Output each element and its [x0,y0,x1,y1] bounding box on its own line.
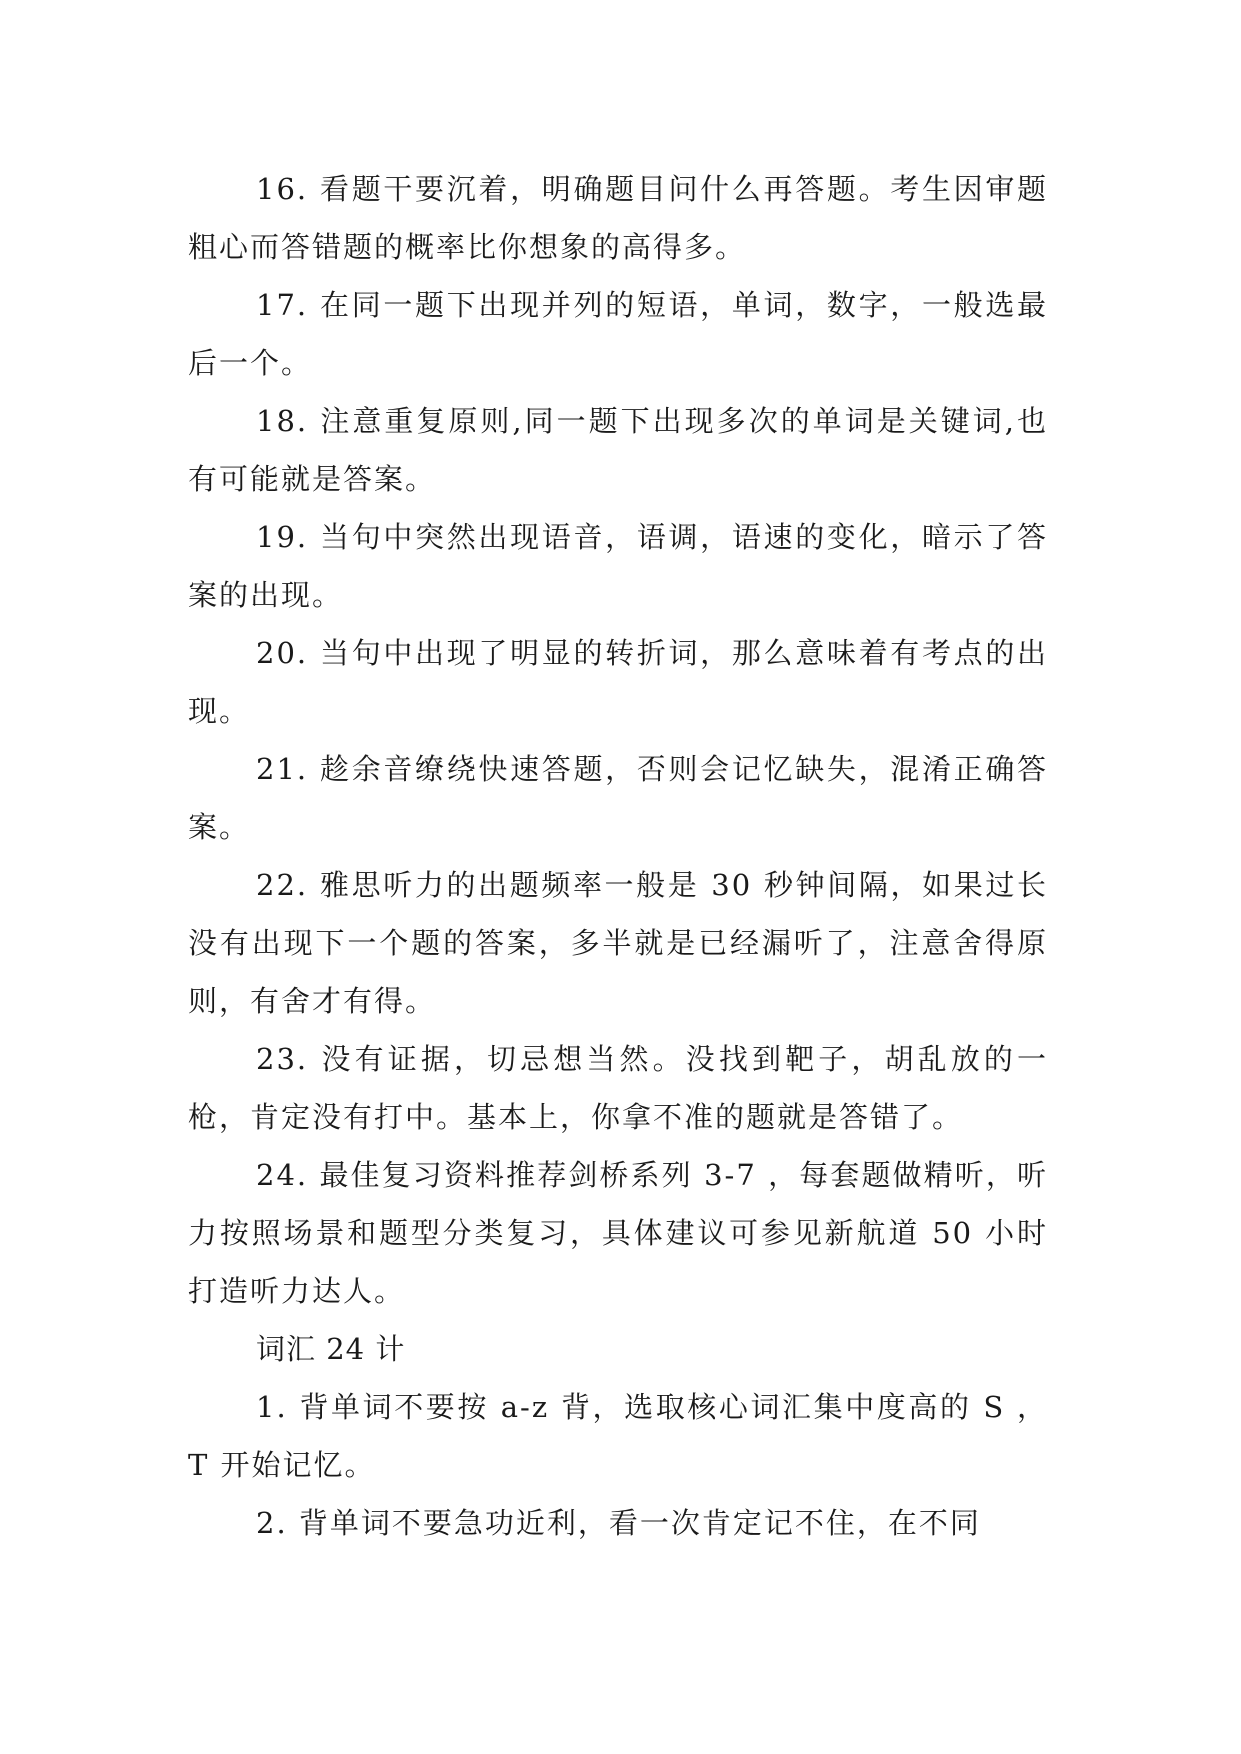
paragraph-18: 18. 注意重复原则,同一题下出现多次的单词是关键词,也有可能就是答案。 [188,404,1048,496]
paragraph-20: 20. 当句中出现了明显的转折词，那么意味着有考点的出现。 [188,636,1048,728]
paragraph-17: 17. 在同一题下出现并列的短语，单词，数字，一般选最后一个。 [188,288,1048,380]
paragraph-23: 23. 没有证据，切忌想当然。没找到靶子，胡乱放的一枪，肯定没有打中。基本上，你拿不准的题就是答错了。 [188,1042,1048,1134]
section-title: 词汇 24 计 [256,1332,406,1366]
paragraph-16: 16. 看题干要沉着，明确题目问什么再答题。考生因审题粗心而答错题的概率比你想象的高得多。 [188,172,1048,264]
paragraph-19: 19. 当句中突然出现语音，语调，语速的变化，暗示了答案的出现。 [188,520,1048,612]
vocab-paragraph-2: 2. 背单词不要急功近利，看一次肯定记不住，在不同 [256,1506,981,1540]
document-body [188,160,1048,1552]
paragraph-22: 22. 雅思听力的出题频率一般是 30 秒钟间隔，如果过长没有出现下一个题的答案，多半就是已经漏听了，注意舍得原则，有舍才有得。 [188,868,1048,1018]
vocab-paragraph-1: 1. 背单词不要按 a-z 背，选取核心词汇集中度高的 S ， T 开始记忆。 [188,1390,1048,1482]
paragraph-24: 24. 最佳复习资料推荐剑桥系列 3-7 ，每套题做精听，听力按照场景和题型分类复习，具体建议可参见新航道 50 小时打造听力达人。 [188,1158,1048,1308]
paragraph-21: 21. 趁余音缭绕快速答题，否则会记忆缺失，混淆正确答案。 [188,752,1048,844]
